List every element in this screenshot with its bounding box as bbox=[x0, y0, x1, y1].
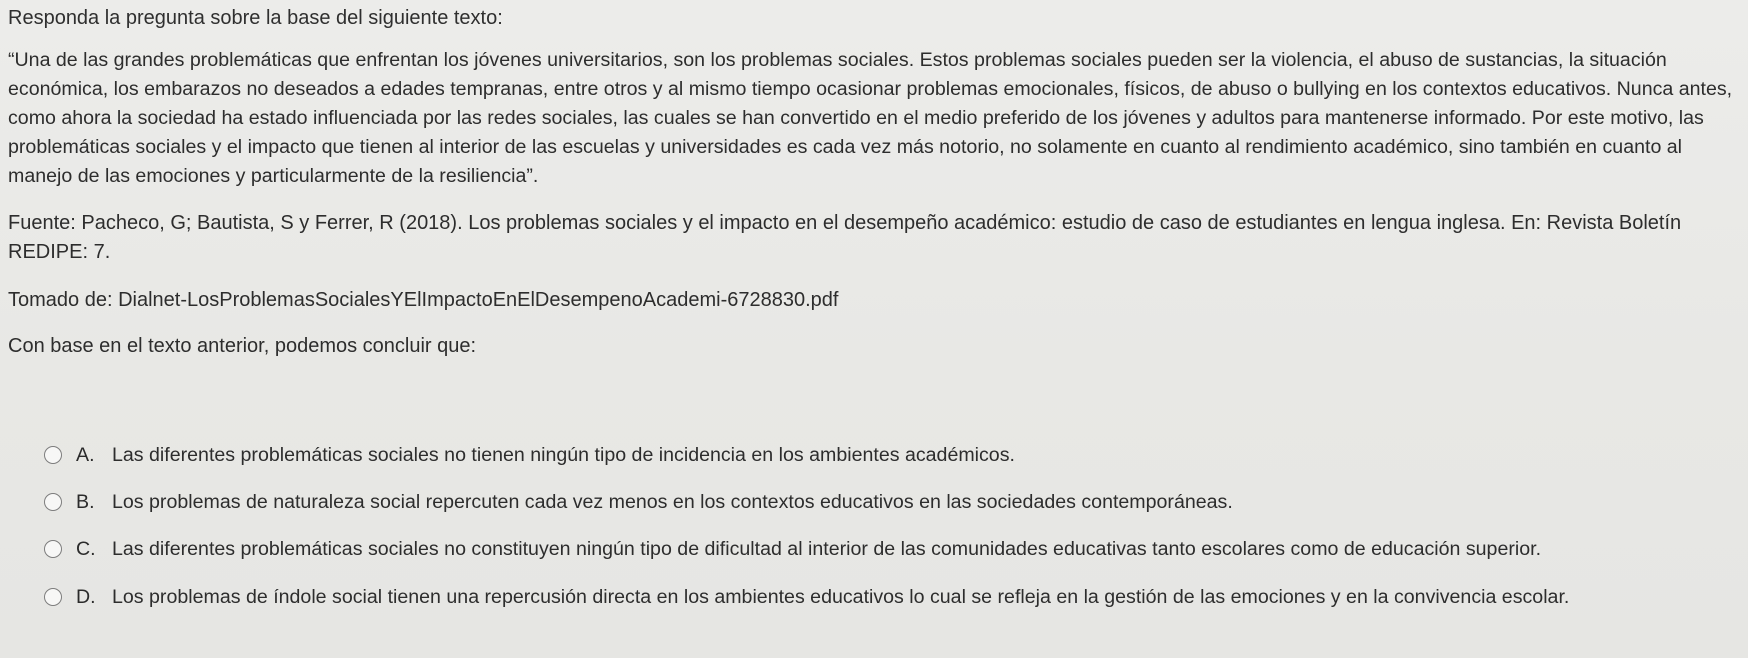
question-prompt: Con base en el texto anterior, podemos concluir que: bbox=[8, 335, 477, 357]
taken-from-note: Tomado de: Dialnet-LosProblemasSocialesYElImpactoEnElDesempenoAcademi-6728830.pdf bbox=[8, 289, 839, 311]
answer-option-b[interactable] bbox=[44, 487, 1734, 517]
radio-button-b[interactable] bbox=[44, 493, 62, 511]
answer-option-c[interactable] bbox=[44, 534, 1734, 564]
radio-button-a[interactable] bbox=[44, 446, 62, 464]
source-citation: Fuente: Pacheco, G; Bautista, S y Ferrer, R (2018). Los problemas sociales y el impacto en el desempeño académico: estudio de caso de estudiantes en lengua inglesa. En: Revista Boletín REDIPE: 7. bbox=[8, 212, 1682, 263]
answer-option-d[interactable] bbox=[44, 582, 1734, 612]
answer-option-a[interactable] bbox=[44, 440, 1734, 470]
question-instruction: Responda la pregunta sobre la base del siguiente texto: bbox=[8, 7, 503, 29]
option-text-a: Las diferentes problemáticas sociales no tienen ningún tipo de incidencia en los ambientes académicos. bbox=[112, 443, 1015, 466]
option-letter-d: D. bbox=[76, 585, 96, 608]
question-card bbox=[8, 0, 1738, 650]
option-text-b: Los problemas de naturaleza social repercuten cada vez menos en los contextos educativos en las sociedades contemporáneas. bbox=[112, 490, 1233, 513]
option-letter-c: C. bbox=[76, 537, 96, 560]
reading-passage: “Una de las grandes problemáticas que enfrentan los jóvenes universitarios, son los problemas sociales. Estos problemas sociales pueden ser la violencia, el abuso de sustancias, la situación económica, los embarazos no deseados a edades tempranas, entre otros y al mismo tiempo ocasionar problemas emocionales, físicos, de abuso o bullying en los contextos educativos. Nunca antes, como ahora la sociedad ha estado influenciada por las redes sociales, las cuales se han convertido en el medio preferido de los jóvenes y adultos para mantenerse informado. Por este motivo, las problemáticas sociales y el impacto que tienen al interior de las escuelas y universidades es cada vez más notorio, no solamente en cuanto al rendimiento académico, sino también en cuanto al manejo de las emociones y particularmente de la resiliencia”. bbox=[8, 49, 1733, 187]
option-letter-a: A. bbox=[76, 443, 95, 466]
option-text-c: Las diferentes problemáticas sociales no constituyen ningún tipo de dificultad al interior de las comunidades educativas tanto escolares como de educación superior. bbox=[112, 537, 1542, 560]
option-letter-b: B. bbox=[76, 490, 95, 513]
option-text-d: Los problemas de índole social tienen una repercusión directa en los ambientes educativos lo cual se refleja en la gestión de las emociones y en la convivencia escolar. bbox=[112, 585, 1570, 608]
radio-button-d[interactable] bbox=[44, 588, 62, 606]
radio-button-c[interactable] bbox=[44, 540, 62, 558]
